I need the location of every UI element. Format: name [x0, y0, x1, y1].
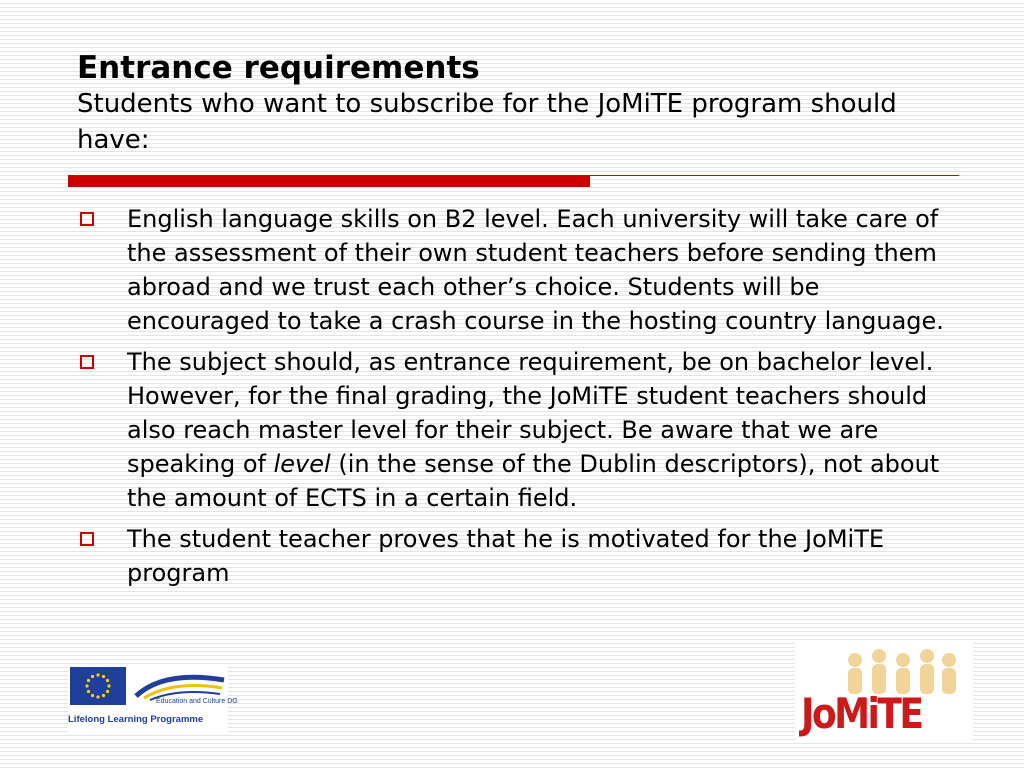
jomite-wordmark: JoMiTE	[801, 689, 922, 738]
bullet-text: The student teacher proves that he is motivated for the JoMiTE program	[127, 525, 885, 587]
eu-flag-graphic	[70, 667, 126, 705]
eu-lifelong-learning-logo	[68, 665, 238, 735]
bullet-item	[0, 345, 1024, 515]
square-bullet-icon	[80, 355, 94, 369]
bullet-text	[127, 348, 939, 512]
bullet-text-part: The subject should, as entrance requirement, be on bachelor level. However, for the final grading, the JoMiTE student teachers should also reach master level for their subject. Be aware that we are speaking of	[127, 348, 934, 478]
bullet-text: English language skills on B2 level. Each university will take care of the assessment of their own student teachers before sending them abroad and we trust each other’s choice. Students will be encouraged to take a crash course in the hosting country language.	[127, 205, 944, 335]
bullet-item	[0, 202, 1024, 338]
bullet-item	[0, 522, 1024, 590]
bullet-text-part: (in the sense of the Dublin descriptors), not about the amount of ECTS in a certain field.	[127, 450, 940, 512]
title-block	[77, 50, 977, 158]
swoosh-icon	[134, 668, 226, 702]
programme-label: Lifelong Learning Programme	[68, 714, 204, 725]
bullet-list	[0, 202, 1024, 597]
title-divider-thick	[68, 175, 590, 187]
jomite-logo	[795, 642, 973, 742]
slide-subtitle: Students who want to subscribe for the JoMiTE program should have:	[77, 89, 897, 155]
square-bullet-icon	[80, 212, 94, 226]
eu-flag-icon	[70, 667, 126, 705]
square-bullet-icon	[80, 532, 94, 546]
dg-label: Education and Culture DG	[156, 698, 238, 705]
bullet-text-emphasis: level	[273, 450, 331, 478]
slide-title: Entrance requirements	[77, 50, 480, 86]
